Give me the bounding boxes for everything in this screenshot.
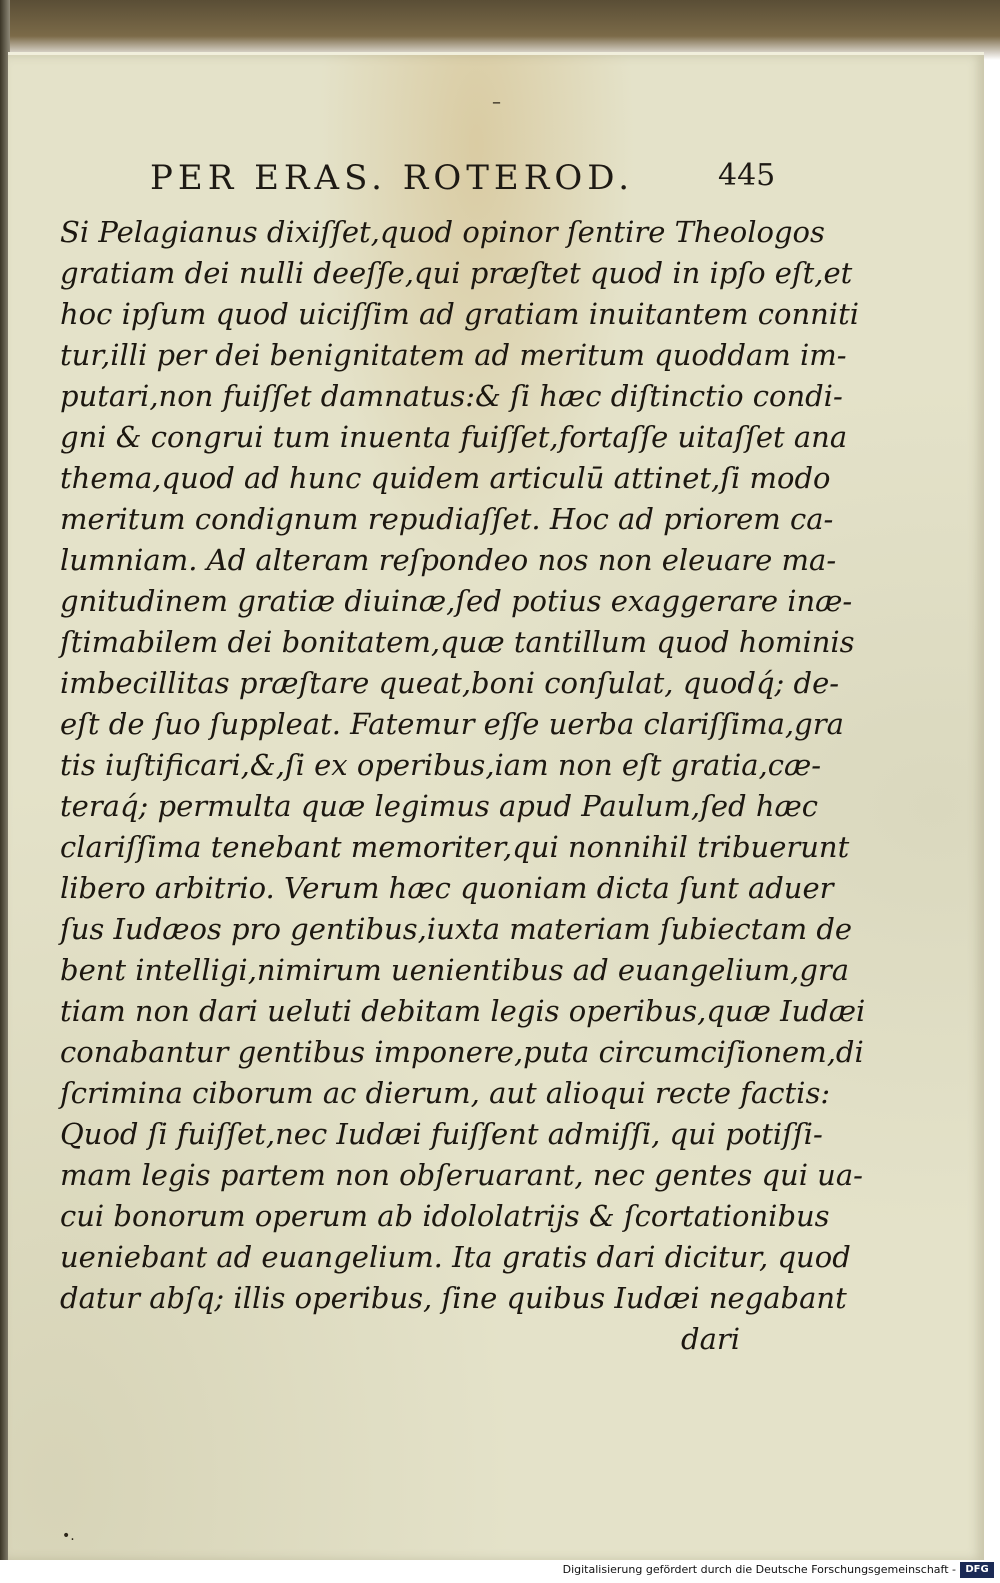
text-line: hoc ipſum quod uiciſſim ad gratiam inuitantem conniti	[60, 297, 860, 331]
text-line: teraq́; permulta quæ legimus apud Paulum,ſed hæc	[60, 789, 819, 823]
text-line: libero arbitrio. Verum hæc quoniam dicta ſunt aduer	[60, 871, 834, 905]
text-line: putari,non fuiſſet damnatus:& ſi hæc diſtinctio condi-	[60, 379, 843, 413]
text-line: ueniebant ad euangelium. Ita gratis dari dicitur, quod	[60, 1240, 851, 1274]
text-line: clariſſima tenebant memoriter,qui nonnihil tribuerunt	[60, 830, 850, 864]
text-line: datur abſq; illis operibus, ſine quibus Iudæi negabant	[60, 1281, 847, 1315]
main-text	[60, 212, 866, 1360]
page-number: 445	[718, 158, 776, 193]
text-line: gni & congrui tum inuenta fuiſſet,fortaſſe uitaſſet ana	[60, 420, 848, 454]
dfg-logo: DFG	[960, 1562, 994, 1578]
text-line: Si Pelagianus dixiſſet,quod opinor ſentire Theologos	[60, 215, 825, 249]
text-line: tis iuſtificari,&,ſi ex operibus,iam non eſt gratia,cæ-	[60, 748, 822, 782]
running-title: PER ERAS. ROTEROD.	[150, 158, 635, 198]
text-line: thema,quod ad hunc quidem articulū attinet,ſi modo	[60, 461, 831, 495]
text-line: tur,illi per dei benignitatem ad meritum quoddam im-	[60, 338, 847, 372]
digitization-footer	[0, 1560, 1000, 1583]
text-line: eſt de ſuo ſuppleat. Fatemur eſſe uerba clariſſima,gra	[60, 707, 844, 741]
text-line: gnitudinem gratiæ diuinæ,ſed potius exaggerare inæ-	[60, 584, 853, 618]
text-line: cui bonorum operum ab idololatrijs & ſcortationibus	[60, 1199, 830, 1233]
text-line: Quod ſi fuiſſet,nec Iudæi fuiſſent admiſſi, qui potiſſi-	[60, 1117, 823, 1151]
text-line: mam legis partem non obſeruarant, nec gentes qui ua-	[60, 1158, 863, 1192]
running-header	[150, 158, 790, 204]
text-line: ſcrimina ciborum ac dierum, aut alioqui recte factis:	[60, 1076, 831, 1110]
text-line: meritum condignum repudiaſſet. Hoc ad priorem ca-	[60, 502, 834, 536]
catchword: dari	[681, 1322, 740, 1356]
ink-spot-mark: •.	[62, 1528, 75, 1544]
funding-credit: Digitalisierung gefördert durch die Deutsche Forschungsgemeinschaft -	[562, 1563, 956, 1576]
dash-mark: –	[492, 92, 501, 113]
text-line: ſtimabilem dei bonitatem,quæ tantillum quod hominis	[60, 625, 855, 659]
scan-background	[0, 0, 1000, 60]
text-line: tiam non dari ueluti debitam legis operibus,quæ Iudæi	[60, 994, 866, 1028]
text-line: imbecillitas præſtare queat,boni conſulat, quodq́; de-	[60, 666, 840, 700]
text-line: bent intelligi,nimirum uenientibus ad euangelium,gra	[60, 953, 850, 987]
text-line: gratiam dei nulli deeſſe,qui præſtet quod in ipſo eſt,et	[60, 256, 853, 290]
text-line: lumniam. Ad alteram reſpondeo nos non eleuare ma-	[60, 543, 837, 577]
text-line: ſus Iudæos pro gentibus,iuxta materiam ſubiectam de	[60, 912, 853, 946]
text-line: conabantur gentibus imponere,puta circumciſionem,di	[60, 1035, 864, 1069]
